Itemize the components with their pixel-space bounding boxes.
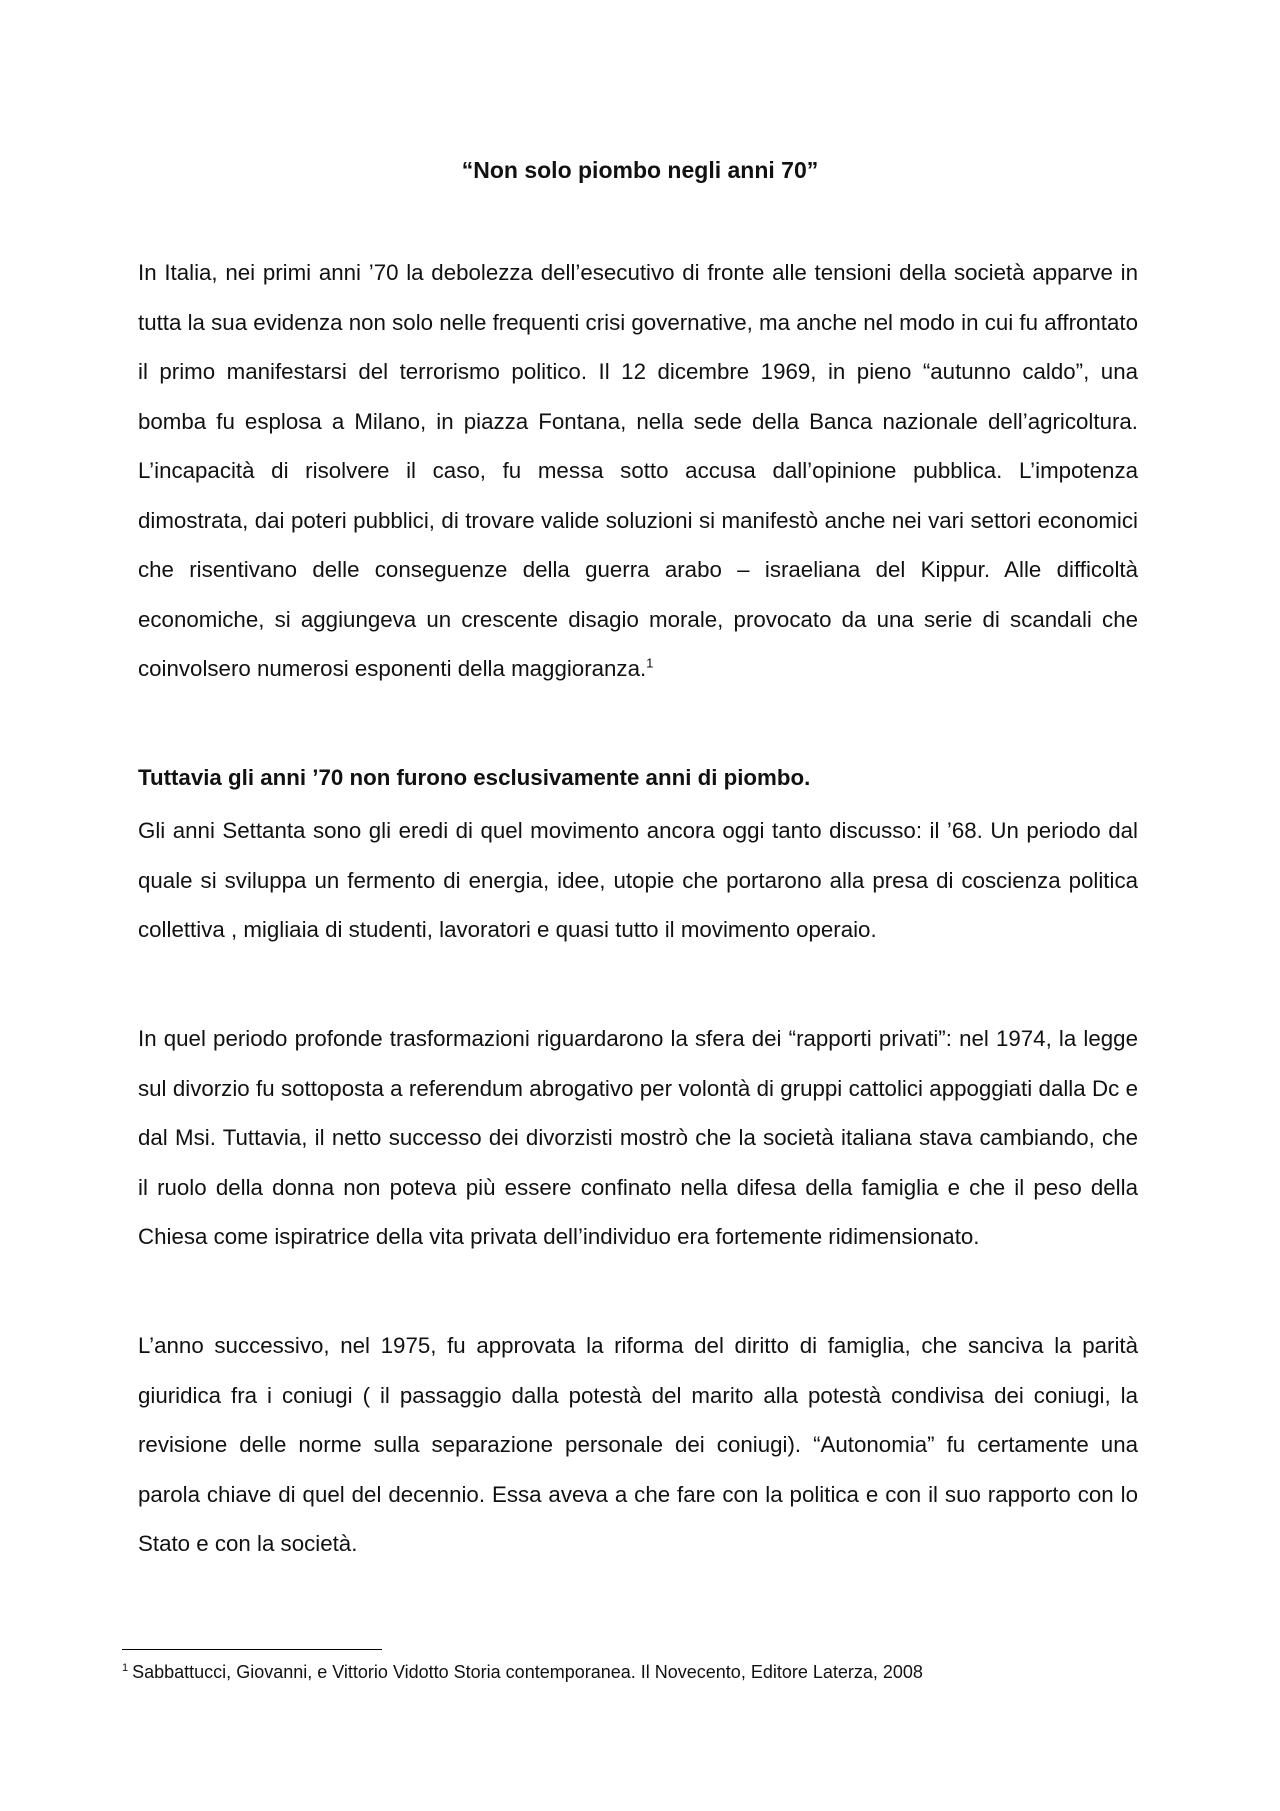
document-title: “Non solo piombo negli anni 70” <box>461 157 819 183</box>
footnote-separator <box>122 1649 382 1650</box>
footnote-mark: 1 <box>122 1662 129 1674</box>
paragraph-4: L’anno successivo, nel 1975, fu approvata la riforma del diritto di famiglia, che sanciva la parità giuridica fra i coniugi ( il passaggio dalla potestà del marito alla potestà condivisa dei coniugi, la revisione delle norme sulla separazione personale dei coniugi). “Autonomia” fu certamente una parola chiave di quel del decennio. Essa aveva a che fare con la politica e con il suo rapporto con lo Stato e con la società. <box>138 1333 1138 1556</box>
paragraph-3: In quel periodo profonde trasformazioni riguardarono la sfera dei “rapporti privati”: nel 1974, la legge sul divorzio fu sottoposta a referendum abrogativo per volontà di gruppi cattolici appoggiati dalla Dc e dal Msi. Tuttavia, il netto successo dei divorzisti mostrò che la società italiana stava cambiando, che il ruolo della donna non poteva più essere confinato nella difesa della famiglia e che il peso della Chiesa come ispiratrice della vita privata dell’individuo era fortemente ridimensionato. <box>138 1026 1138 1249</box>
section-heading: Tuttavia gli anni ’70 non furono esclusivamente anni di piombo. <box>138 765 811 790</box>
paragraph-1-text: In Italia, nei primi anni ’70 la debolezza dell’esecutivo di fronte alle tensioni della società apparve in tutta la sua evidenza non solo nelle frequenti crisi governative, ma anche nel modo in cui fu affrontato il primo manifestarsi del terrorismo politico. Il 12 dicembre 1969, in pieno “autunno caldo”, una bomba fu esplosa a Milano, in piazza Fontana, nella sede della Banca nazionale dell’agricoltura. L’incapacità di risolvere il caso, fu messa sotto accusa dall’opinione pubblica. L’impotenza dimostrata, dai poteri pubblici, di trovare valide soluzioni si manifestò anche nei vari settori economici che risentivano delle conseguenze della guerra arabo – israeliana del Kippur. Alle difficoltà economiche, si aggiungeva un crescente disagio morale, provocato da una serie di scandali che coinvolsero numerosi esponenti della maggioranza. <box>138 260 1138 681</box>
footnote <box>122 1660 1172 1684</box>
footnote-text: Sabbattucci, Giovanni, e Vittorio Vidotto Storia contemporanea. Il Novecento, Editore Laterza, 2008 <box>132 1662 923 1682</box>
paragraph-2: Gli anni Settanta sono gli eredi di quel movimento ancora oggi tanto discusso: il ’68. Un periodo dal quale si sviluppa un fermento di energia, idee, utopie che portarono alla presa di coscienza politica collettiva , migliaia di studenti, lavoratori e quasi tutto il movimento operaio. <box>138 818 1138 942</box>
paragraph-1 <box>138 248 1138 694</box>
footnote-reference[interactable]: 1 <box>646 655 654 671</box>
